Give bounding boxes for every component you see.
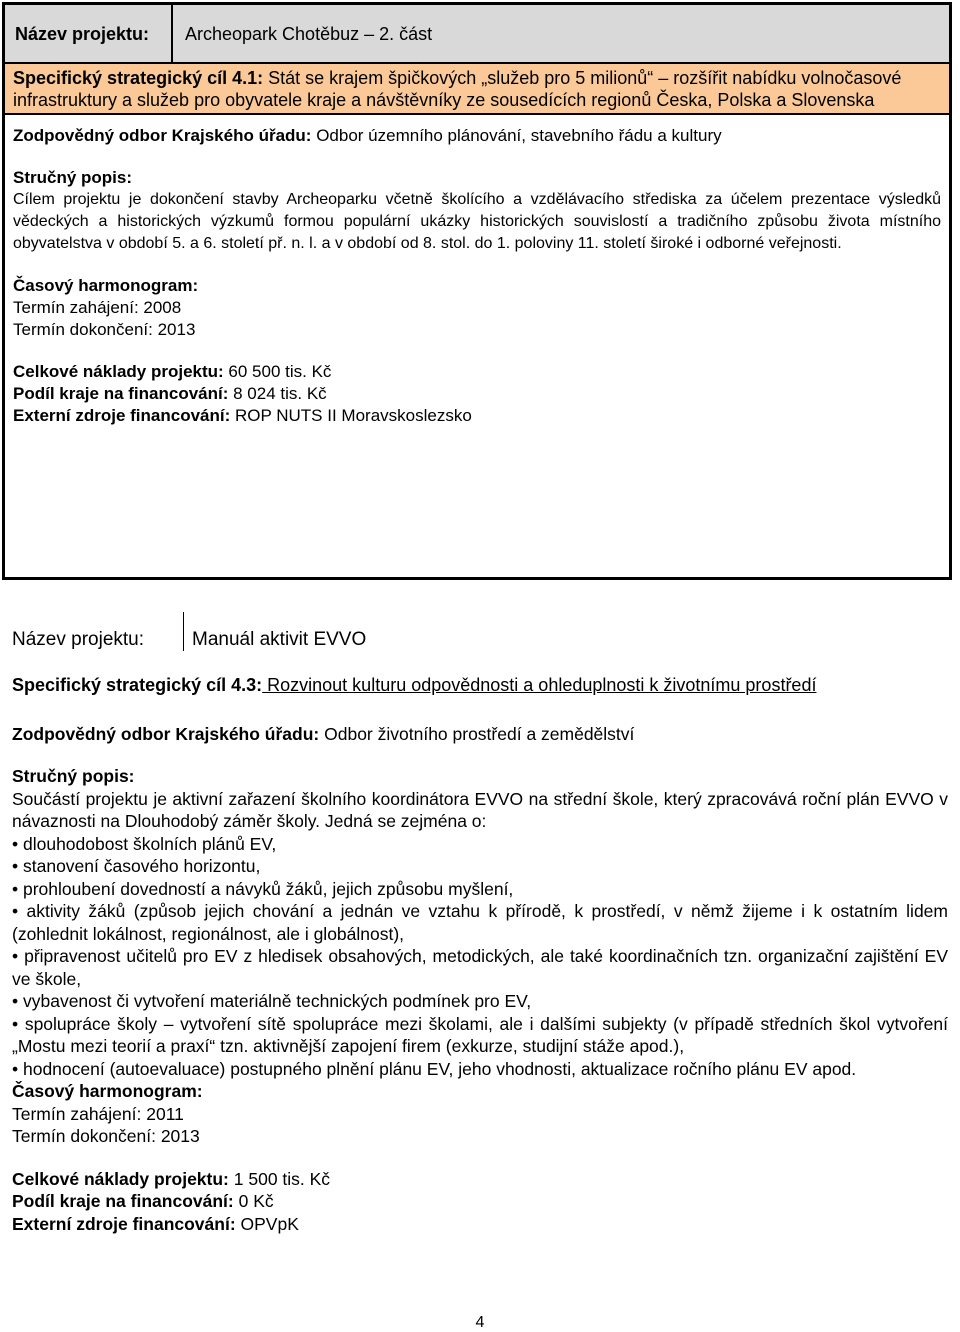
description-heading: Stručný popis: (13, 168, 133, 187)
department-label: Zodpovědný odbor Krajského úřadu: (13, 126, 312, 145)
bullet-item: • stanovení časového horizontu, (12, 856, 261, 876)
strategic-goal (5, 64, 949, 115)
project-title-row (5, 5, 949, 64)
project-body (5, 115, 949, 427)
bullet-item: • spolupráce školy – vytvoření sítě spolupráce mezi školami, ale i dalšími subjekty (v případě středních škol vytvoření „Mostu mezi teorií a praxí“ tzn. aktivnější zapojení firem (exkurze, studijní stáže apod.), (12, 1013, 948, 1056)
department-label: Zodpovědný odbor Krajského úřadu: (12, 723, 320, 744)
total-cost-value: 60 500 tis. Kč (223, 362, 332, 381)
region-share-label: Podíl kraje na financování: (12, 1191, 234, 1211)
responsible-department (12, 723, 948, 746)
project-title-label: Název projektu: (5, 5, 173, 62)
total-cost-label: Celkové náklady projektu: (13, 362, 224, 381)
description-text: Cílem projektu je dokončení stavby Archeoparku včetně školícího a vzdělávacího střediska za účelem prezentace výsledků vědeckých a historických výzkumů formou populární ukázky historických souvislostí a tradičního způsobu života místního obyvatelstva v období 5. a 6. století př. n. l. a v období od 8. stol. do 1. poloviny 11. století široké i odborné veřejnosti. (13, 191, 941, 252)
external-funding-label: Externí zdroje financování: (13, 406, 231, 425)
bullet-item: • vybavenost či vytvoření materiálně technických podmínek pro EV, (12, 991, 532, 1011)
description-text: Součástí projektu je aktivní zařazení školního koordinátora EVVO na střední škole, který zpracovává roční plán EVVO v návaznosti na Dlouhodobý záměr školy. Jedná se zejména o: (12, 788, 948, 831)
bullet-item: • hodnocení (autoevaluace) postupného plnění plánu EV, jeho vhodnosti, aktualizace ročního plánu EV apod. (12, 1058, 857, 1079)
region-share (13, 383, 941, 405)
project-card-archeopark (2, 2, 952, 580)
project-title-label: Název projektu: (12, 629, 145, 650)
project-card-evvo (12, 612, 948, 1235)
start-date: Termín zahájení: 2011 (12, 1103, 184, 1124)
bullet-item: • dlouhodobost školních plánů EV, (12, 833, 277, 854)
bullet-item: • prohloubení dovedností a návyků žáků, jejich způsobu myšlení, (12, 878, 514, 899)
start-date: Termín zahájení: 2008 (13, 298, 182, 317)
department-value: Odbor územního plánování, stavebního řádu a kultury (311, 126, 722, 145)
bullet-item: • připravenost učitelů pro EV z hledisek obsahových, metodických, ale také koordinačních tzn. organizační zajištění EV ve škole, (12, 946, 948, 989)
end-date: Termín dokončení: 2013 (13, 320, 196, 339)
external-funding-label: Externí zdroje financování: (12, 1213, 236, 1234)
description-heading: Stručný popis: (12, 766, 135, 786)
project-title-value: Manuál aktivit EVVO (183, 612, 366, 651)
strategic-goal (12, 674, 948, 697)
region-share (12, 1190, 948, 1213)
total-cost-value: 1 500 tis. Kč (228, 1168, 331, 1189)
department-value: Odbor životního prostředí a zemědělství (319, 723, 635, 744)
total-cost-label: Celkové náklady projektu: (12, 1168, 229, 1189)
external-funding (12, 1213, 948, 1236)
responsible-department (13, 125, 941, 147)
strategic-goal-text: Rozvinout kulturu odpovědnosti a ohleduplnosti k životnímu prostředí (262, 675, 817, 695)
project-title-value: Archeopark Chotěbuz – 2. část (185, 24, 433, 44)
schedule-heading: Časový harmonogram: (12, 1081, 203, 1101)
end-date: Termín dokončení: 2013 (12, 1126, 200, 1146)
external-funding (13, 405, 941, 427)
external-funding-value: ROP NUTS II Moravskoslezsko (230, 406, 472, 425)
region-share-value: 0 Kč (233, 1191, 274, 1211)
total-cost (13, 361, 941, 383)
project-title-row (12, 612, 948, 648)
strategic-goal-text: Stát se krajem špičkových „služeb pro 5 milionů“ – rozšířit nabídku volnočasové infrastruktury a služeb pro obyvatele kraje a návštěvníky ze sousedících regionů Česka, Polska a Slovenska (13, 68, 902, 110)
bullet-item: • aktivity žáků (způsob jejich chování a jednán ve vztahu k přírodě, k prostředí, v němž žijeme i k ostatním lidem (zohlednit lokálnost, regionálnost, ale i globálnost), (12, 901, 948, 944)
strategic-goal-label: Specifický strategický cíl 4.3: (12, 675, 263, 695)
total-cost (12, 1168, 948, 1191)
region-share-value: 8 024 tis. Kč (228, 384, 327, 403)
schedule-heading: Časový harmonogram: (13, 276, 199, 295)
external-funding-value: OPVpK (235, 1213, 299, 1234)
page-number: 4 (475, 1314, 485, 1331)
strategic-goal-label: Specifický strategický cíl 4.1: (13, 68, 264, 88)
region-share-label: Podíl kraje na financování: (13, 384, 229, 403)
